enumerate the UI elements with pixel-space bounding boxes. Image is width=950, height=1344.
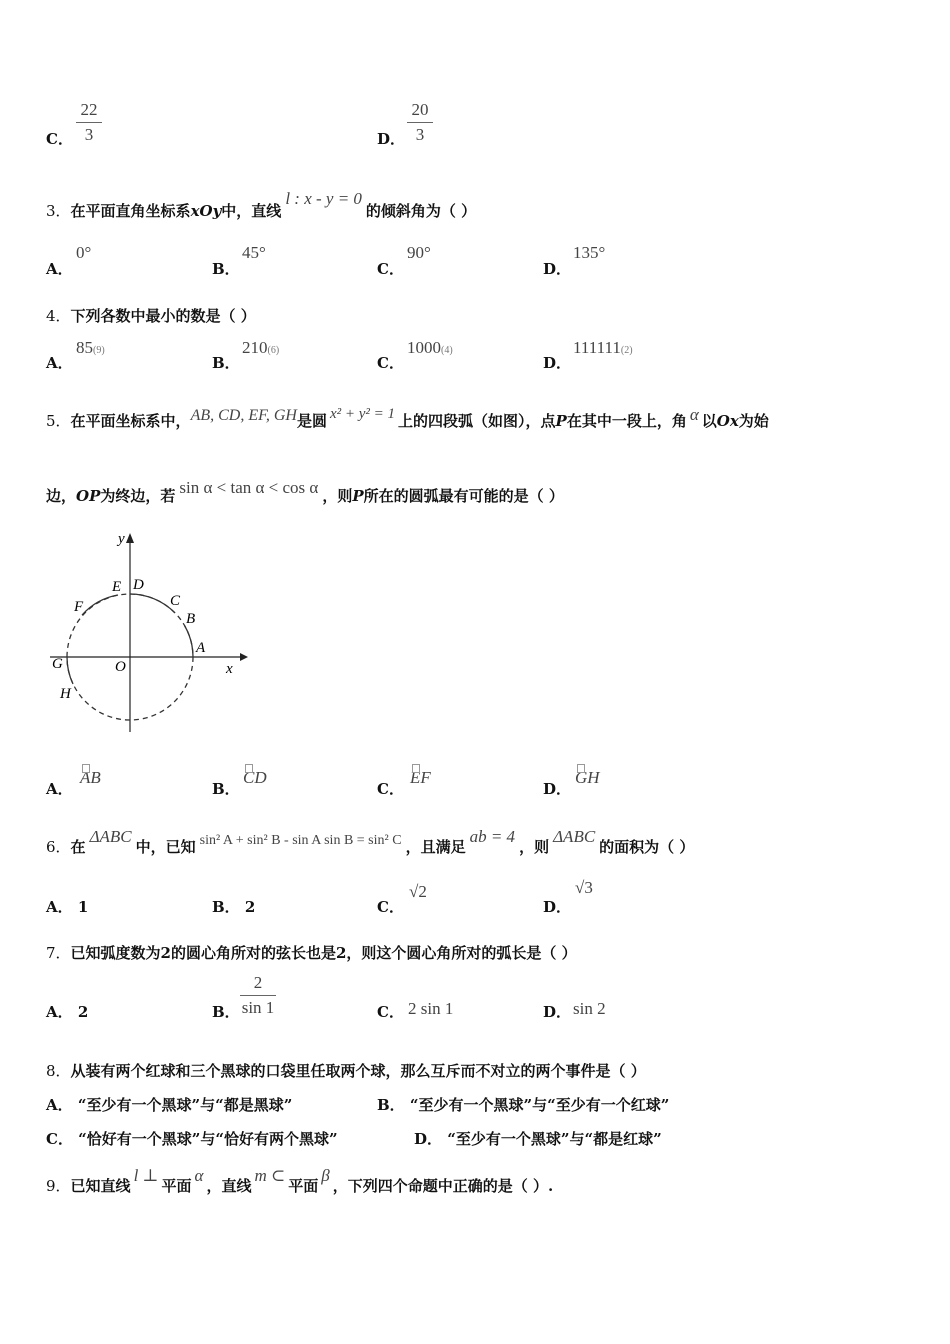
question-text: ，则	[322, 487, 353, 505]
q3-option-d-value: 135°	[573, 243, 606, 262]
math-var: α	[194, 1166, 204, 1185]
q5-option-d-value: GH	[575, 768, 600, 787]
question-text: 是圆	[296, 412, 327, 430]
question-text: 已知直线	[70, 1177, 131, 1195]
triangle-symbol: ΔABC	[89, 827, 132, 846]
question-7	[46, 942, 577, 963]
q6-option-c-value: √2	[409, 882, 427, 901]
label-c: C	[170, 593, 181, 609]
question-9	[46, 1166, 554, 1196]
question-text: 的倾斜角为（ ）	[365, 202, 477, 220]
q3-option-a-value: 0°	[76, 243, 92, 262]
question-text: 已知弧度数为2的圆心角所对的弦长也是2，则这个圆心角所对的弧长是（ ）	[70, 944, 577, 962]
question-text: ，直线	[206, 1177, 252, 1195]
q3-option-a: A．	[46, 260, 73, 278]
math-var: β	[321, 1166, 330, 1185]
perpendicular-relation: l ⊥	[133, 1166, 159, 1185]
question-number: 3．	[46, 202, 71, 220]
q5-option-a: A．	[46, 780, 73, 798]
question-8	[46, 1060, 646, 1081]
q5-option-a-value: AB	[80, 768, 101, 787]
q7-option-b: B．	[212, 1003, 240, 1021]
question-text: 从装有两个红球和三个黑球的口袋里任取两个球，那么互斥而不对立的两个事件是（ ）	[70, 1062, 646, 1080]
question-text: 平面	[288, 1177, 319, 1195]
condition-formula: sin α < tan α < cos α	[179, 478, 319, 497]
question-text: 为始	[738, 412, 769, 430]
question-4	[46, 305, 256, 326]
label-d: D	[133, 577, 144, 593]
question-text: 中，直线	[221, 202, 282, 220]
math-var: xOy	[190, 202, 222, 220]
arcs-list: AB, CD, EF, GH	[190, 407, 297, 424]
q3-option-c: C．	[377, 260, 404, 278]
q5-option-b: B．	[212, 780, 240, 798]
unit-circle-figure	[40, 525, 250, 740]
option-c-label: C．	[46, 130, 73, 148]
question-number: 9．	[46, 1177, 71, 1195]
question-6	[46, 827, 695, 857]
question-text: 在平面直角坐标系	[70, 202, 191, 220]
question-text: 在其中一段上，角	[566, 412, 687, 430]
question-number: 7．	[46, 944, 71, 962]
question-number: 5．	[46, 412, 71, 430]
math-var: Ox	[716, 412, 739, 430]
label-y: y	[118, 531, 125, 547]
math-var: P	[555, 412, 567, 430]
y-axis-arrow	[126, 533, 134, 543]
question-text: 在	[70, 838, 86, 856]
q5-option-d: D．	[543, 780, 572, 798]
label-e: E	[112, 579, 122, 595]
label-f: F	[74, 599, 84, 615]
q6-option-d: D．	[543, 898, 572, 916]
question-text: ，下列四个命题中正确的是（ ）.	[332, 1177, 554, 1195]
math-var: OP	[76, 487, 101, 505]
option-d-fraction	[407, 100, 433, 145]
question-text: 的面积为（ ）	[599, 838, 695, 856]
q4-option-d-value: 111111(2)	[573, 338, 633, 357]
q4-option-b-value: 210(6)	[242, 338, 280, 357]
q7-option-c-value: 2 sin 1	[408, 999, 454, 1018]
question-text: ，则	[519, 838, 550, 856]
circle-equation: x² + y² = 1	[329, 406, 396, 422]
q6-option-a: A． 1	[46, 898, 89, 916]
q7-option-d-value: sin 2	[573, 999, 606, 1018]
q4-option-c-value: 1000(4)	[407, 338, 453, 357]
option-c-fraction	[76, 100, 102, 145]
trig-identity: sin² A + sin² B - sin A sin B = sin² C	[199, 833, 402, 848]
question-number: 4．	[46, 307, 71, 325]
question-number: 8．	[46, 1062, 71, 1080]
q3-option-c-value: 90°	[407, 243, 431, 262]
question-5-line-1	[46, 405, 769, 431]
question-text: 平面	[161, 1177, 192, 1195]
q5-option-b-value: CD	[243, 768, 267, 787]
q4-option-a: A．	[46, 354, 73, 372]
question-text: 下列各数中最小的数是（ ）	[70, 307, 256, 325]
question-text: ，且满足	[405, 838, 466, 856]
ab-condition: ab = 4	[469, 827, 516, 846]
question-text: 以	[701, 412, 717, 430]
q7-option-c: C．	[377, 1003, 404, 1021]
q8-option-b: B． “至少有一个黑球”与“至少有一个红球”	[377, 1096, 670, 1114]
question-3	[46, 189, 477, 221]
label-b: B	[186, 611, 196, 627]
q6-option-c: C．	[377, 898, 404, 916]
fraction-numerator: 20	[411, 100, 429, 119]
triangle-symbol: ΔABC	[553, 827, 596, 846]
x-axis-arrow	[240, 653, 248, 661]
q4-option-b: B．	[212, 354, 240, 372]
q5-option-c-value: EF	[410, 768, 431, 787]
question-number: 6．	[46, 838, 71, 856]
fraction-numerator: 2	[253, 973, 263, 992]
label-x: x	[226, 661, 233, 677]
q8-option-c: C． “恰好有一个黑球”与“恰好有两个黑球”	[46, 1130, 338, 1148]
q3-option-b-value: 45°	[242, 243, 266, 262]
q4-option-a-value: 85(9)	[76, 338, 105, 357]
fraction-denominator: sin 1	[241, 998, 275, 1017]
fraction-denominator: 3	[84, 125, 94, 144]
q6-option-b: B． 2	[212, 898, 256, 916]
q6-option-d-value: √3	[575, 878, 593, 897]
q4-option-c: C．	[377, 354, 404, 372]
label-h: H	[60, 686, 71, 702]
q4-option-d: D．	[543, 354, 572, 372]
arc-ab	[185, 626, 194, 658]
question-text: 中，已知	[135, 838, 196, 856]
q3-option-b: B．	[212, 260, 240, 278]
question-text: 边，	[46, 487, 77, 505]
question-text: 所在的圆弧最有可能的是（ ）	[363, 487, 564, 505]
arc-gh	[67, 657, 73, 684]
option-d-label: D．	[377, 130, 406, 148]
q7-option-a: A． 2	[46, 1003, 89, 1021]
q8-option-a: A． “至少有一个黑球”与“都是黑球”	[46, 1096, 293, 1114]
fraction-denominator: 3	[415, 125, 425, 144]
question-text: 为终边，若	[100, 487, 176, 505]
fraction-numerator: 22	[80, 100, 98, 119]
question-text: 在平面坐标系中，	[70, 412, 191, 430]
math-var: P	[352, 487, 364, 505]
question-5-line-2	[46, 478, 564, 506]
subset-relation: m ⊂	[254, 1166, 286, 1185]
q7-option-b-fraction	[240, 973, 276, 1018]
arc-cd	[130, 594, 175, 613]
question-text: 上的四段弧（如图），点	[398, 412, 556, 430]
label-g: G	[52, 656, 63, 672]
line-equation: l : x - y = 0	[285, 189, 362, 208]
q5-option-c: C．	[377, 780, 404, 798]
label-o: O	[115, 659, 126, 675]
label-a: A	[196, 640, 206, 656]
q3-option-d: D．	[543, 260, 572, 278]
q8-option-d: D． “至少有一个黑球”与“都是红球”	[414, 1130, 662, 1148]
q7-option-d: D．	[543, 1003, 572, 1021]
arc-ef	[82, 595, 118, 615]
math-var: α	[689, 405, 699, 424]
